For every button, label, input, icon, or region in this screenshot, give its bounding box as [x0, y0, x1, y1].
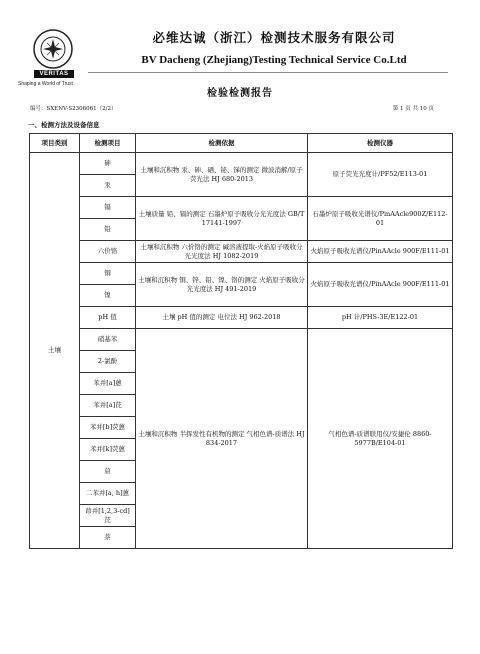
table-row	[30, 197, 453, 219]
item-cell: 萘	[80, 527, 136, 549]
item-cell: 二苯并[a, h]蒽	[80, 483, 136, 505]
item-cell: 铜	[80, 263, 136, 285]
item-cell: 2-氯酚	[80, 351, 136, 373]
table-row	[30, 153, 453, 175]
table-row	[30, 307, 453, 329]
instrument-cell: 气相色谱-质谱联用仪/安捷伦 8860-5977B/E104-01	[308, 329, 453, 549]
method-cell: 土壤和沉积物 铜、锌、铅、镍、铬的测定 火焰原子吸收分光光度法 HJ 491-2019	[136, 263, 308, 307]
report-title: 检验检测报告	[207, 88, 273, 99]
table-row	[30, 263, 453, 285]
header-instrument: 检测仪器	[308, 134, 453, 153]
company-name-en: BV Dacheng (Zhejiang)Testing Technical Service Co.Ltd	[141, 54, 407, 66]
item-cell: 苯并[a]蒽	[80, 373, 136, 395]
table-row	[30, 329, 453, 351]
instrument-cell: 火焰原子吸收光谱仪/PinAAcle 900F/E111-01	[308, 241, 453, 263]
item-cell: 铅	[80, 219, 136, 241]
method-cell: 土壤和沉积物 半挥发性有机物的测定 气相色谱-质谱法 HJ 834-2017	[136, 329, 308, 549]
method-cell: 土壤和沉积物 六价铬的测定 碱溶液提取-火焰原子吸收分光光度法 HJ 1082-2019	[136, 241, 308, 263]
category-cell: 土壤	[30, 153, 80, 549]
report-number: 编号：SXENV-S2306061（2/2）	[30, 106, 117, 112]
item-cell: 汞	[80, 175, 136, 197]
instrument-cell: 石墨炉原子吸收光谱仪/PinAAcle900Z/E112-01	[308, 197, 453, 241]
header-method: 检测依据	[136, 134, 308, 153]
method-cell: 土壤 pH 值的测定 电位法 HJ 962-2018	[136, 307, 308, 329]
item-cell: 硝基苯	[80, 329, 136, 351]
table-row	[30, 241, 453, 263]
bureau-veritas-logo	[20, 28, 84, 88]
logo-band: VERITAS	[34, 70, 74, 78]
logo-tagline: Shaping a World of Trust	[18, 81, 73, 87]
instrument-cell: 原子荧光光度计/PF52/E113-01	[308, 153, 453, 197]
item-cell: 苯并[a]芘	[80, 395, 136, 417]
section-title: 一、检测方法及设备信息	[28, 121, 100, 129]
item-cell: pH 值	[80, 307, 136, 329]
item-cell: 苯并[b]荧蒽	[80, 417, 136, 439]
header-category: 项目类别	[30, 134, 80, 153]
instrument-cell: pH 计/PHS-3E/E122-01	[308, 307, 453, 329]
item-cell: 砷	[80, 153, 136, 175]
item-cell: 苯并[k]荧蒽	[80, 439, 136, 461]
table-header-row	[30, 134, 453, 153]
item-cell: 镉	[80, 197, 136, 219]
item-cell: 䓛	[80, 461, 136, 483]
instrument-cell: 火焰原子吸收光谱仪/PinAAcle 900F/E111-01	[308, 263, 453, 307]
method-cell: 土壤质量 铅、镉的测定 石墨炉原子吸收分光光度法 GB/T 17141-1997	[136, 197, 308, 241]
company-name-cn: 必维达诚（浙江）检测技术服务有限公司	[152, 30, 396, 45]
bureau-veritas-seal-icon	[32, 28, 74, 70]
item-cell: 镍	[80, 285, 136, 307]
item-cell: 茚并[1,2,3-cd]芘	[80, 505, 136, 527]
item-cell: 六价铬	[80, 241, 136, 263]
method-cell: 土壤和沉积物 汞、砷、硒、铋、锑的测定 微波消解/原子荧光法 HJ 680-2013	[136, 153, 308, 197]
page-info: 第 1 页 共 10 页	[392, 106, 434, 112]
methods-table	[29, 133, 453, 549]
header-divider	[88, 72, 448, 73]
header-item: 检测项目	[80, 134, 136, 153]
